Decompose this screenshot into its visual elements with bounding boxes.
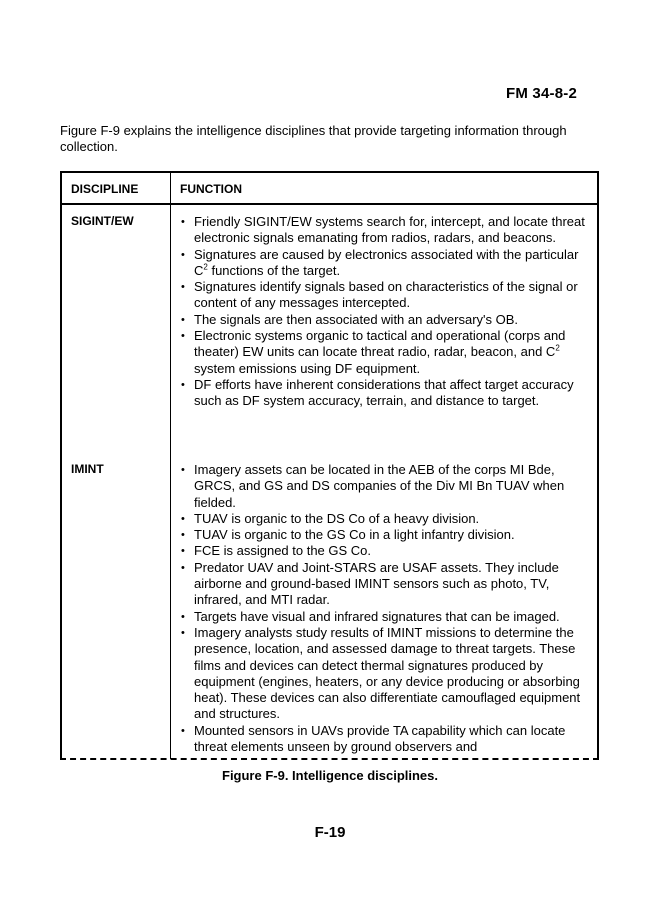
superscript: 2 [555, 344, 560, 354]
intelligence-disciplines-table [60, 171, 599, 759]
bullet-text: functions of the target. [207, 262, 341, 278]
list-item: • TUAV is organic to the GS Co in a light infantry division. [180, 527, 590, 543]
list-item: • Friendly SIGINT/EW systems search for, intercept, and locate threat electronic signals emanating from radios, radars, and beacons. [180, 214, 590, 247]
page-number: F-19 [314, 824, 346, 841]
list-item: • FCE is assigned to the GS Co. [180, 543, 590, 559]
list-item: • Mounted sensors in UAVs provide TA capability which can locate threat elements unseen by ground observers and [180, 723, 590, 756]
function-list [180, 214, 590, 410]
superscript: 2 [203, 262, 208, 272]
list-item [180, 328, 590, 377]
list-item: • Imagery assets can be located in the AEB of the corps MI Bde, GRCS, and GS and DS companies of the Div MI Bn TUAV when fielded. [180, 462, 590, 511]
document-id: FM 34-8-2 [506, 85, 577, 102]
list-item: • TUAV is organic to the DS Co of a heavy division. [180, 511, 590, 527]
list-item: • Signatures identify signals based on characteristics of the signal or content of any messages intercepted. [180, 279, 590, 312]
list-item: • Predator UAV and Joint-STARS are USAF assets. They include airborne and ground-based IMINT sensors such as photo, TV, infrared, and MTI radar. [180, 560, 590, 609]
column-divider [170, 173, 171, 759]
discipline-label: IMINT [71, 462, 104, 476]
list-item: • DF efforts have inherent considerations that affect target accuracy such as DF system accuracy, terrain, and distance to target. [180, 377, 590, 410]
figure-caption: Figure F-9. Intelligence disciplines. [222, 768, 438, 783]
list-item: • Targets have visual and infrared signatures that can be imaged. [180, 609, 590, 625]
list-item [180, 247, 590, 280]
header-discipline: DISCIPLINE [71, 182, 139, 196]
list-item: • Imagery analysts study results of IMINT missions to determine the presence, location, and assessed damage to threat targets. These films and devices can detect thermal signatures produced by equipment (engines, heaters, or any device producing or absorbing heat). These devices can also differentiate camouflaged equipment and structures. [180, 625, 590, 723]
list-item: • The signals are then associated with an adversary's OB. [180, 312, 590, 328]
table-header-row [62, 173, 597, 205]
function-list [180, 462, 590, 755]
bullet-text: Electronic systems organic to tactical and operational (corps and theater) EW units can locate threat radio, radar, beacon, and C [194, 328, 566, 360]
discipline-label: SIGINT/EW [71, 214, 134, 228]
bullet-text: Signatures are caused by electronics associated with the particular C [194, 246, 579, 278]
header-function: FUNCTION [180, 182, 242, 196]
intro-paragraph: Figure F-9 explains the intelligence disciplines that provide targeting information through collection. [60, 123, 567, 154]
table-continuation-edge [60, 758, 599, 760]
bullet-text: system emissions using DF equipment. [194, 360, 421, 376]
